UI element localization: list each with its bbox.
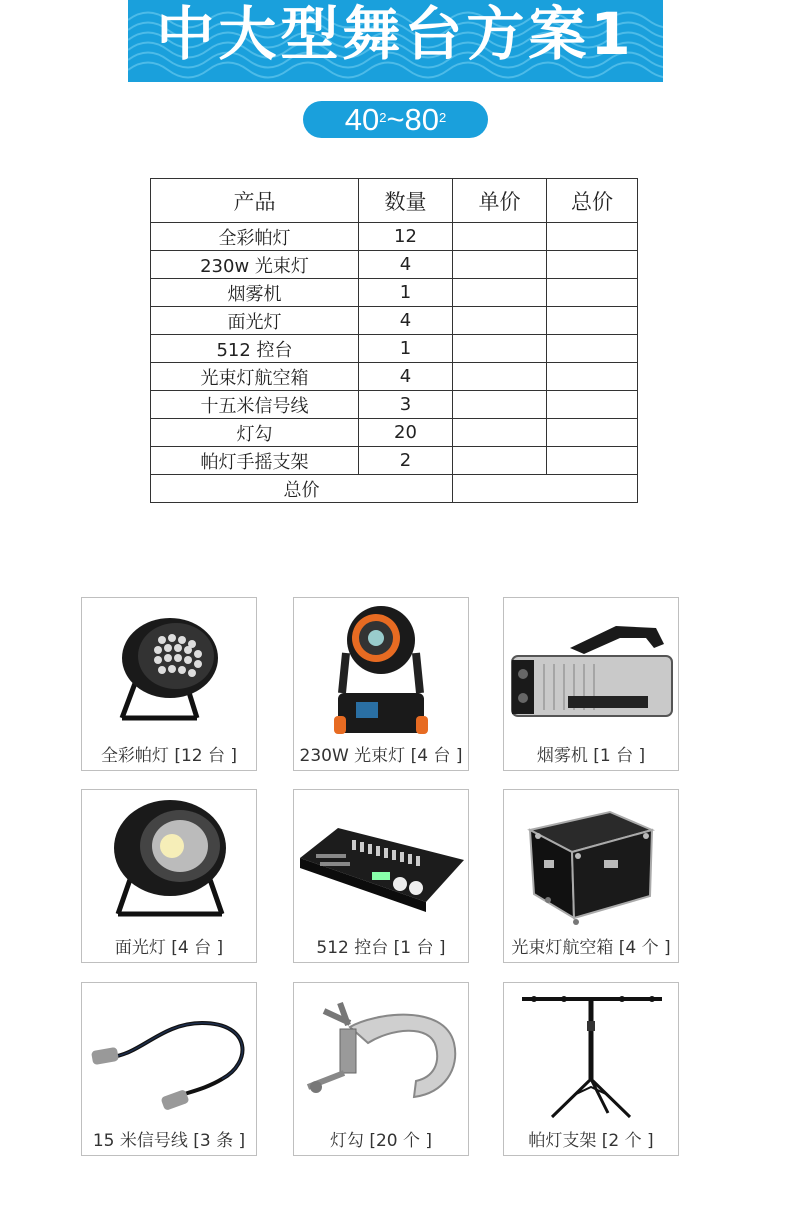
product-card <box>503 789 679 963</box>
row-unit-price <box>453 363 547 391</box>
table-row <box>151 307 638 335</box>
row-qty: 12 <box>359 223 453 251</box>
table-row <box>151 419 638 447</box>
row-name: 帕灯手摇支架 <box>151 447 359 475</box>
row-unit-price <box>453 223 547 251</box>
row-total <box>547 307 638 335</box>
row-total <box>547 419 638 447</box>
product-card <box>81 982 257 1156</box>
table-row <box>151 335 638 363</box>
table-row <box>151 251 638 279</box>
product-caption: 全彩帕灯 [12 台 ] <box>100 746 238 766</box>
row-qty: 20 <box>359 419 453 447</box>
quote-table <box>150 178 638 503</box>
table-row <box>151 223 638 251</box>
header-qty: 数量 <box>359 179 453 223</box>
row-name: 烟雾机 <box>151 279 359 307</box>
row-unit-price <box>453 447 547 475</box>
table-header-row <box>151 179 638 223</box>
product-caption: 512 控台 [1 台 ] <box>316 938 446 958</box>
area-from: 40 <box>344 102 380 137</box>
product-caption: 烟雾机 [1 台 ] <box>536 746 646 766</box>
product-card <box>293 982 469 1156</box>
row-name: 230w 光束灯 <box>151 251 359 279</box>
par-light-icon <box>82 598 256 738</box>
row-qty: 4 <box>359 251 453 279</box>
row-total <box>547 363 638 391</box>
row-unit-price <box>453 335 547 363</box>
table-row <box>151 363 638 391</box>
product-caption: 灯勾 [20 个 ] <box>329 1131 433 1151</box>
xlr-cable-icon <box>82 983 256 1123</box>
clamp-hook-icon <box>294 983 468 1123</box>
page-title: 中大型舞台方案1 <box>156 0 635 68</box>
light-stand-icon <box>504 983 678 1123</box>
row-total <box>547 251 638 279</box>
row-unit-price <box>453 279 547 307</box>
row-qty: 2 <box>359 447 453 475</box>
row-qty: 3 <box>359 391 453 419</box>
product-card <box>293 597 469 771</box>
product-card <box>81 597 257 771</box>
product-caption: 帕灯支架 [2 个 ] <box>528 1131 654 1151</box>
row-name: 全彩帕灯 <box>151 223 359 251</box>
row-total <box>547 335 638 363</box>
area-to-sup: 2 <box>439 110 447 125</box>
header-total-price: 总价 <box>547 179 638 223</box>
product-card <box>293 789 469 963</box>
row-qty: 1 <box>359 279 453 307</box>
row-total <box>547 279 638 307</box>
row-total <box>547 391 638 419</box>
table-total-row <box>151 475 638 503</box>
row-unit-price <box>453 419 547 447</box>
product-caption: 15 米信号线 [3 条 ] <box>92 1131 246 1151</box>
area-from-sup: 2 <box>379 110 387 125</box>
row-total <box>547 223 638 251</box>
area-badge <box>303 101 488 138</box>
row-qty: 4 <box>359 307 453 335</box>
row-name: 面光灯 <box>151 307 359 335</box>
row-qty: 4 <box>359 363 453 391</box>
product-caption: 光束灯航空箱 [4 个 ] <box>511 938 671 958</box>
total-value <box>453 475 638 503</box>
table-row <box>151 279 638 307</box>
product-card <box>81 789 257 963</box>
area-sep: ~ <box>386 102 405 137</box>
row-total <box>547 447 638 475</box>
cob-light-icon <box>82 790 256 930</box>
product-caption: 面光灯 [4 台 ] <box>114 938 224 958</box>
beam-light-icon <box>294 598 468 738</box>
table-row <box>151 447 638 475</box>
row-name: 十五米信号线 <box>151 391 359 419</box>
flight-case-icon <box>504 790 678 930</box>
table-row <box>151 391 638 419</box>
row-unit-price <box>453 251 547 279</box>
row-qty: 1 <box>359 335 453 363</box>
fog-machine-icon <box>504 598 678 738</box>
product-card <box>503 982 679 1156</box>
row-unit-price <box>453 307 547 335</box>
row-name: 512 控台 <box>151 335 359 363</box>
row-name: 灯勾 <box>151 419 359 447</box>
row-unit-price <box>453 391 547 419</box>
title-banner <box>128 0 663 82</box>
product-caption: 230W 光束灯 [4 台 ] <box>299 746 463 766</box>
product-card <box>503 597 679 771</box>
area-to: 80 <box>404 102 440 137</box>
total-label: 总价 <box>151 475 453 503</box>
header-unit-price: 单价 <box>453 179 547 223</box>
header-product: 产品 <box>151 179 359 223</box>
row-name: 光束灯航空箱 <box>151 363 359 391</box>
console-icon <box>294 790 468 930</box>
